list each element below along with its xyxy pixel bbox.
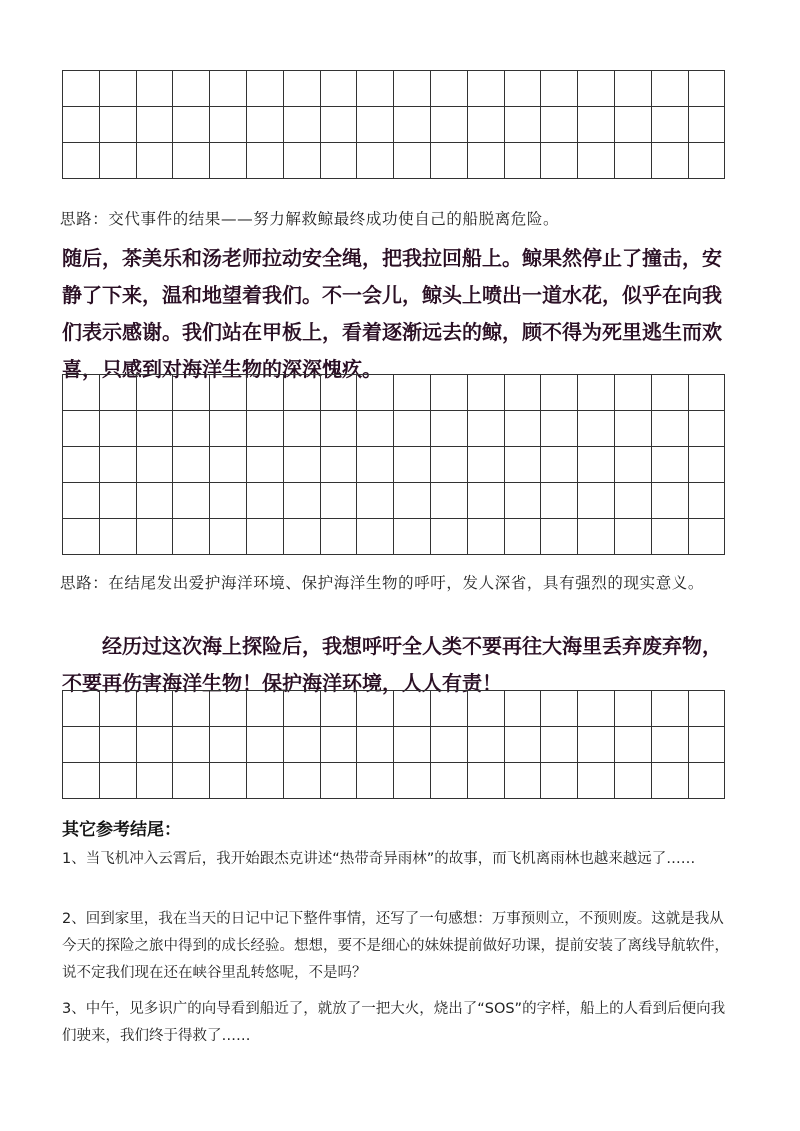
other-ending-item: 1、当飞机冲入云霄后，我开始跟杰克讲述“热带奇异雨林”的故事，而飞机离雨林也越来越远了…… (62, 851, 696, 867)
grid-cell (247, 763, 284, 799)
grid-cell (541, 143, 578, 179)
grid-cell (394, 763, 431, 799)
grid-cell (247, 727, 284, 763)
grid-cell (100, 763, 137, 799)
grid-cell (173, 727, 210, 763)
grid-cell (173, 143, 210, 179)
grid-cell (615, 691, 652, 727)
grid-cell (689, 727, 726, 763)
grid-cell (284, 519, 321, 555)
grid-cell (578, 375, 615, 411)
grid-cell (210, 727, 247, 763)
grid-cell (468, 71, 505, 107)
grid-cell (321, 691, 358, 727)
grid-cell (284, 411, 321, 447)
grid-cell (247, 411, 284, 447)
grid-cell (689, 483, 726, 519)
grid-cell (357, 411, 394, 447)
grid-cell (357, 691, 394, 727)
grid-cell (394, 483, 431, 519)
grid-cell (321, 727, 358, 763)
grid-cell (100, 519, 137, 555)
grid-cell (247, 71, 284, 107)
grid-cell (357, 727, 394, 763)
grid-cell (247, 519, 284, 555)
grid-cell (284, 447, 321, 483)
grid-cell (210, 763, 247, 799)
grid-cell (578, 71, 615, 107)
grid-cell (431, 107, 468, 143)
grid-cell (321, 107, 358, 143)
grid-cell (173, 447, 210, 483)
grid-cell (689, 763, 726, 799)
grid-cell (284, 71, 321, 107)
grid-cell (173, 375, 210, 411)
grid-cell (468, 447, 505, 483)
grid-cell (284, 763, 321, 799)
grid-cell (100, 71, 137, 107)
grid-cell (541, 763, 578, 799)
grid-cell (431, 447, 468, 483)
grid-cell (652, 691, 689, 727)
grid-cell (100, 411, 137, 447)
grid-cell (468, 375, 505, 411)
grid-cell (578, 763, 615, 799)
grid-cell (210, 107, 247, 143)
grid-cell (63, 107, 100, 143)
grid-cell (63, 447, 100, 483)
grid-cell (541, 71, 578, 107)
grid-cell (137, 143, 174, 179)
grid-cell (321, 483, 358, 519)
grid-cell (100, 143, 137, 179)
grid-cell (210, 143, 247, 179)
grid-cell (652, 375, 689, 411)
grid-cell (357, 375, 394, 411)
grid-cell (578, 483, 615, 519)
grid-cell (689, 143, 726, 179)
grid-cell (394, 107, 431, 143)
grid-cell (652, 483, 689, 519)
grid-cell (505, 375, 542, 411)
grid-cell (615, 375, 652, 411)
writing-grid-middle (62, 374, 725, 555)
grid-cell (468, 143, 505, 179)
grid-cell (357, 143, 394, 179)
writing-grid-bottom (62, 690, 725, 799)
grid-cell (431, 375, 468, 411)
grid-cell (468, 691, 505, 727)
grid-cell (284, 483, 321, 519)
grid-cell (541, 411, 578, 447)
grid-cell (63, 483, 100, 519)
grid-cell (689, 107, 726, 143)
grid-cell (357, 519, 394, 555)
grid-cell (505, 143, 542, 179)
grid-cell (468, 519, 505, 555)
grid-cell (541, 107, 578, 143)
grid-cell (394, 143, 431, 179)
grid-cell (505, 71, 542, 107)
grid-cell (578, 107, 615, 143)
grid-cell (321, 71, 358, 107)
hint-appeal: 思路：在结尾发出爱护海洋环境、保护海洋生物的呼吁，发人深省，具有强烈的现实意义。 (60, 574, 705, 592)
grid-cell (615, 143, 652, 179)
grid-cell (63, 143, 100, 179)
grid-cell (652, 727, 689, 763)
grid-cell (394, 71, 431, 107)
grid-cell (137, 71, 174, 107)
grid-cell (652, 107, 689, 143)
grid-cell (210, 483, 247, 519)
grid-cell (615, 483, 652, 519)
grid-cell (431, 143, 468, 179)
grid-cell (173, 519, 210, 555)
grid-cell (100, 375, 137, 411)
writing-grid-top (62, 70, 725, 179)
grid-cell (505, 483, 542, 519)
grid-cell (652, 763, 689, 799)
grid-cell (468, 727, 505, 763)
grid-cell (210, 375, 247, 411)
grid-cell (210, 447, 247, 483)
grid-cell (63, 763, 100, 799)
grid-cell (137, 727, 174, 763)
other-ending-item: 2、回到家里，我在当天的日记中记下整件事情，还写了一句感想：万事预则立，不预则废。这就是我从今天的探险之旅中得到的成长经验。想想，要不是细心的妹妹提前做好功课，提前安装了离线导航软件，说不定我们现在还在峡谷里乱转悠呢，不是吗？ (62, 911, 729, 981)
grid-cell (137, 483, 174, 519)
other-ending-item: 3、中午，见多识广的向导看到船近了，就放了一把大火，烧出了“SOS”的字样，船上的人看到后便向我们驶来，我们终于得救了…… (62, 1001, 726, 1044)
grid-cell (173, 411, 210, 447)
grid-cell (652, 411, 689, 447)
grid-cell (247, 447, 284, 483)
grid-cell (137, 375, 174, 411)
grid-cell (321, 143, 358, 179)
grid-cell (63, 71, 100, 107)
grid-cell (247, 483, 284, 519)
grid-cell (505, 763, 542, 799)
grid-cell (431, 411, 468, 447)
grid-cell (357, 447, 394, 483)
grid-cell (284, 375, 321, 411)
grid-cell (357, 483, 394, 519)
grid-cell (431, 763, 468, 799)
grid-cell (63, 727, 100, 763)
grid-cell (652, 143, 689, 179)
grid-cell (615, 727, 652, 763)
grid-cell (100, 447, 137, 483)
grid-cell (173, 483, 210, 519)
grid-cell (100, 691, 137, 727)
grid-cell (63, 375, 100, 411)
grid-cell (468, 763, 505, 799)
grid-cell (652, 71, 689, 107)
grid-cell (210, 519, 247, 555)
grid-cell (210, 411, 247, 447)
grid-cell (394, 691, 431, 727)
grid-cell (321, 375, 358, 411)
grid-cell (541, 691, 578, 727)
grid-cell (100, 483, 137, 519)
grid-cell (689, 71, 726, 107)
grid-cell (541, 483, 578, 519)
other-endings-title: 其它参考结尾： (62, 820, 181, 840)
grid-cell (357, 107, 394, 143)
grid-cell (615, 71, 652, 107)
grid-cell (210, 691, 247, 727)
grid-cell (173, 107, 210, 143)
grid-cell (63, 519, 100, 555)
grid-cell (505, 691, 542, 727)
grid-cell (615, 107, 652, 143)
grid-cell (468, 483, 505, 519)
grid-cell (247, 107, 284, 143)
grid-cell (284, 727, 321, 763)
grid-cell (652, 519, 689, 555)
grid-cell (615, 447, 652, 483)
grid-cell (431, 519, 468, 555)
grid-cell (321, 763, 358, 799)
grid-cell (321, 447, 358, 483)
grid-cell (100, 107, 137, 143)
grid-cell (210, 71, 247, 107)
grid-cell (689, 519, 726, 555)
grid-cell (505, 727, 542, 763)
grid-cell (652, 447, 689, 483)
grid-cell (578, 691, 615, 727)
grid-cell (394, 411, 431, 447)
grid-cell (137, 447, 174, 483)
grid-cell (321, 519, 358, 555)
grid-cell (284, 143, 321, 179)
grid-cell (173, 71, 210, 107)
grid-cell (394, 727, 431, 763)
grid-cell (578, 143, 615, 179)
grid-cell (505, 519, 542, 555)
grid-cell (505, 107, 542, 143)
grid-cell (615, 411, 652, 447)
grid-cell (689, 411, 726, 447)
grid-cell (137, 107, 174, 143)
grid-cell (284, 691, 321, 727)
grid-cell (394, 519, 431, 555)
grid-cell (541, 447, 578, 483)
hint-result: 思路：交代事件的结果——努力解救鲸最终成功使自己的船脱离危险。 (60, 210, 560, 228)
grid-cell (505, 411, 542, 447)
paragraph-appeal-ending: 经历过这次海上探险后，我想呼吁全人类不要再往大海里丢弃废弃物，不要再伤害海洋生物！保护海洋环境，人人有责！ (62, 634, 722, 695)
grid-cell (321, 411, 358, 447)
grid-cell (247, 143, 284, 179)
grid-cell (137, 691, 174, 727)
grid-cell (541, 375, 578, 411)
grid-cell (394, 375, 431, 411)
grid-cell (100, 727, 137, 763)
grid-cell (284, 107, 321, 143)
grid-cell (357, 763, 394, 799)
grid-cell (357, 71, 394, 107)
grid-cell (505, 447, 542, 483)
grid-cell (431, 691, 468, 727)
grid-cell (431, 727, 468, 763)
grid-cell (63, 411, 100, 447)
grid-cell (541, 727, 578, 763)
grid-cell (689, 447, 726, 483)
grid-cell (173, 691, 210, 727)
grid-cell (394, 447, 431, 483)
grid-cell (431, 483, 468, 519)
grid-cell (431, 71, 468, 107)
grid-cell (63, 691, 100, 727)
grid-cell (578, 519, 615, 555)
paragraph-rescue-ending: 随后，茶美乐和汤老师拉动安全绳，把我拉回船上。鲸果然停止了撞击，安静了下来，温和地望着我们。不一会儿，鲸头上喷出一道水花，似乎在向我们表示感谢。我们站在甲板上，看着逐渐远去的鲸，顾不得为死里逃生而欢喜，只感到对海洋生物的深深愧疚。 (62, 246, 722, 381)
grid-cell (578, 447, 615, 483)
grid-cell (578, 411, 615, 447)
grid-cell (137, 519, 174, 555)
grid-cell (137, 763, 174, 799)
grid-cell (137, 411, 174, 447)
grid-cell (689, 691, 726, 727)
grid-cell (247, 375, 284, 411)
grid-cell (578, 727, 615, 763)
grid-cell (615, 519, 652, 555)
grid-cell (247, 691, 284, 727)
grid-cell (541, 519, 578, 555)
grid-cell (689, 375, 726, 411)
grid-cell (468, 411, 505, 447)
grid-cell (173, 763, 210, 799)
grid-cell (468, 107, 505, 143)
grid-cell (615, 763, 652, 799)
